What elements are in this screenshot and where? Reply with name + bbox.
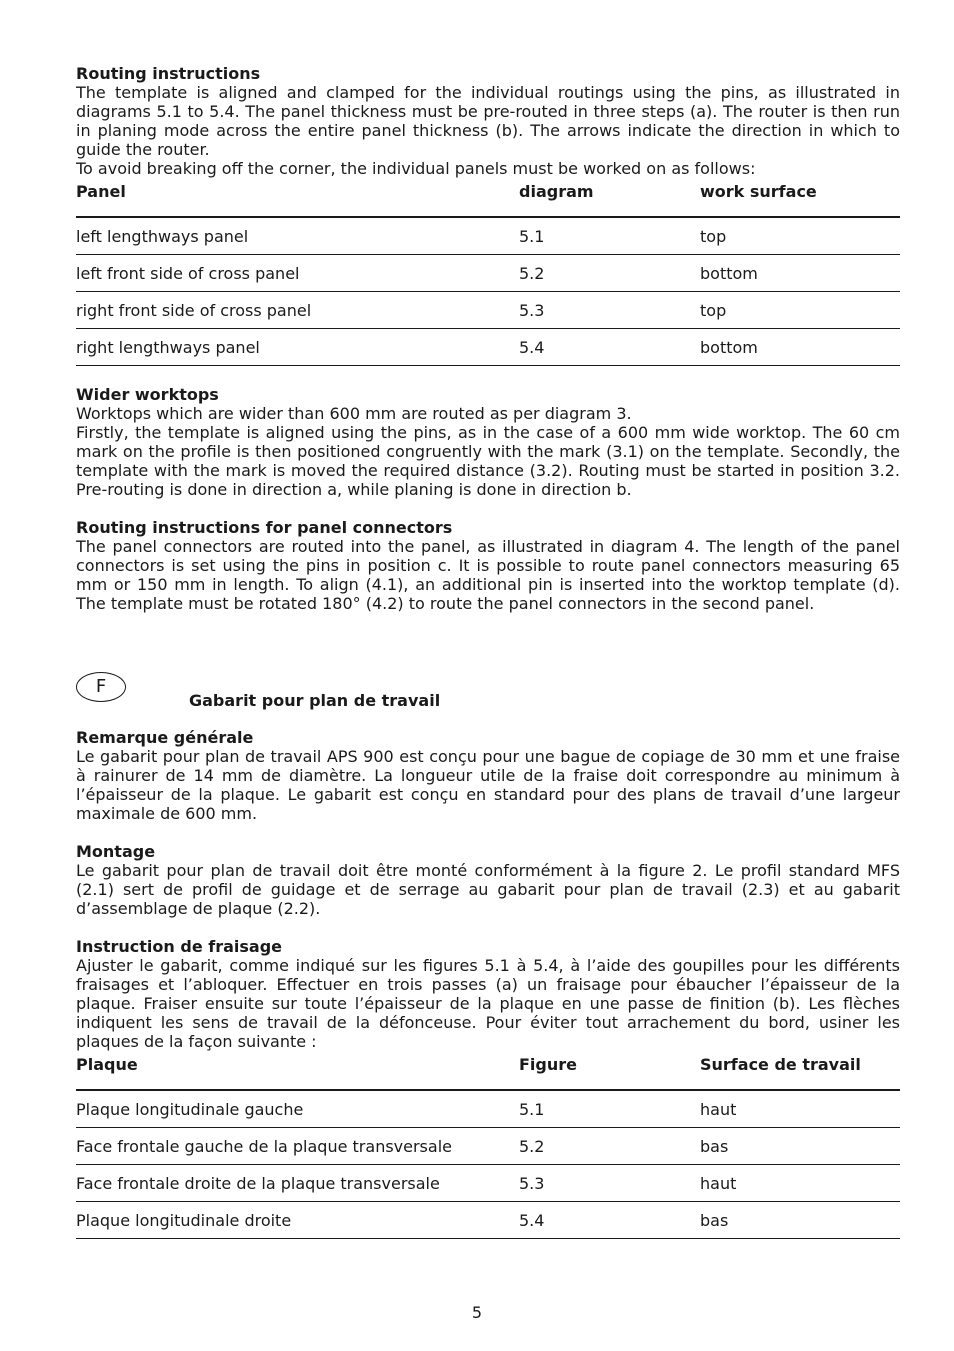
remarque-paragraph: Le gabarit pour plan de travail APS 900 est conçu pour une bague de copiage de 30 mm et une fraise à rainurer de 14 mm de diamètre. La longueur utile de la fraise doit correspondre au minimum à l’épaisseur de la plaque. Le gabarit est conçu en standard pour des plans de travail d’une largeur maximale de 600 mm. [76, 747, 900, 823]
table-cell: 5.3 [519, 292, 700, 329]
table-cell: haut [700, 1165, 900, 1202]
fraisage-heading: Instruction de fraisage [76, 937, 282, 956]
language-badge-icon: F [76, 672, 126, 702]
table-cell: 5.3 [519, 1165, 700, 1202]
table-row [76, 1090, 900, 1128]
french-section-header [76, 671, 900, 710]
panel-connectors-paragraph: The panel connectors are routed into the panel, as illustrated in diagram 4. The length of the panel connectors is set using the pins in position c. It is possible to route panel connectors measuring 65 mm or 150 mm in length. To align (4.1), an additional pin is inserted into the worktop template (d). The template must be rotated 180° (4.2) to route the panel connectors in the second panel. [76, 537, 900, 613]
table-row [76, 217, 900, 255]
routing-section [76, 64, 900, 366]
column-header-work-surface: work surface [700, 180, 900, 217]
table-cell: 5.1 [519, 217, 700, 255]
montage-section [76, 842, 900, 918]
table-row [76, 255, 900, 292]
table-cell: 5.4 [519, 329, 700, 366]
panel-connectors-heading: Routing instructions for panel connectors [76, 518, 453, 537]
table-cell: 5.1 [519, 1090, 700, 1128]
table-cell: Plaque longitudinale droite [76, 1202, 519, 1239]
wider-worktops-paragraph: Firstly, the template is aligned using the pins, as in the case of a 600 mm wide worktop. The 60 cm mark on the profile is then positioned congruently with the mark (3.1) on the template. Secondly, the template with the mark is moved the required distance (3.2). Routing must be started in position 3.2. Pre-routing is done in direction a, while planing is done in direction b. [76, 423, 900, 499]
page-content [76, 64, 900, 1258]
table-row [76, 329, 900, 366]
plaque-table [76, 1053, 900, 1239]
table-row [76, 1165, 900, 1202]
column-header-plaque: Plaque [76, 1053, 519, 1090]
table-cell: 5.4 [519, 1202, 700, 1239]
column-header-figure: Figure [519, 1053, 700, 1090]
panel-table [76, 180, 900, 366]
routing-paragraph: The template is aligned and clamped for the individual routings using the pins, as illustrated in diagrams 5.1 to 5.4. The panel thickness must be pre-routed in three steps (a). The router is then run in planing mode across the entire panel thickness (b). The arrows indicate the direction in which to guide the router. [76, 83, 900, 159]
table-header-row [76, 1053, 900, 1090]
montage-heading: Montage [76, 842, 156, 861]
table-cell: 5.2 [519, 1128, 700, 1165]
page-number: 5 [471, 1303, 483, 1322]
table-cell: bottom [700, 255, 900, 292]
table-cell: 5.2 [519, 255, 700, 292]
table-cell: bas [700, 1202, 900, 1239]
table-cell: top [700, 292, 900, 329]
remarque-section [76, 728, 900, 823]
table-row [76, 1128, 900, 1165]
wider-worktops-heading: Wider worktops [76, 385, 219, 404]
table-cell: left front side of cross panel [76, 255, 519, 292]
french-section-title: Gabarit pour plan de travail [189, 691, 441, 710]
table-cell: right lengthways panel [76, 329, 519, 366]
table-cell: haut [700, 1090, 900, 1128]
routing-intro-paragraph: To avoid breaking off the corner, the individual panels must be worked on as follows: [76, 159, 756, 178]
table-header-row [76, 180, 900, 217]
table-cell: bottom [700, 329, 900, 366]
wider-worktops-paragraph: Worktops which are wider than 600 mm are routed as per diagram 3. [76, 404, 632, 423]
table-cell: left lengthways panel [76, 217, 519, 255]
montage-paragraph: Le gabarit pour plan de travail doit être monté conformément à la figure 2. Le profil standard MFS (2.1) sert de profil de guidage et de serrage au gabarit pour plan de travail (2.3) et au gabarit d’assemblage de plaque (2.2). [76, 861, 900, 918]
column-header-panel: Panel [76, 180, 519, 217]
table-cell: Plaque longitudinale gauche [76, 1090, 519, 1128]
table-row [76, 292, 900, 329]
table-cell: Face frontale droite de la plaque transversale [76, 1165, 519, 1202]
table-cell: Face frontale gauche de la plaque transversale [76, 1128, 519, 1165]
table-cell: right front side of cross panel [76, 292, 519, 329]
remarque-heading: Remarque générale [76, 728, 254, 747]
wider-worktops-section [76, 385, 900, 499]
column-header-surface: Surface de travail [700, 1053, 900, 1090]
fraisage-section [76, 937, 900, 1239]
table-row [76, 1202, 900, 1239]
routing-heading: Routing instructions [76, 64, 261, 83]
fraisage-paragraph: Ajuster le gabarit, comme indiqué sur les figures 5.1 à 5.4, à l’aide des goupilles pour les différents fraisages et l’abloquer. Effectuer en trois passes (a) un fraisage pour ébaucher l’épaisseur de la plaque. Fraiser ensuite sur toute l’épaisseur de la plaque en une passe de finition (b). Les flèches indiquent les sens de travail de la défonceuse. Pour éviter tout arrachement du bord, usiner les plaques de la façon suivante : [76, 956, 900, 1051]
table-cell: top [700, 217, 900, 255]
column-header-diagram: diagram [519, 180, 700, 217]
table-cell: bas [700, 1128, 900, 1165]
panel-connectors-section [76, 518, 900, 613]
